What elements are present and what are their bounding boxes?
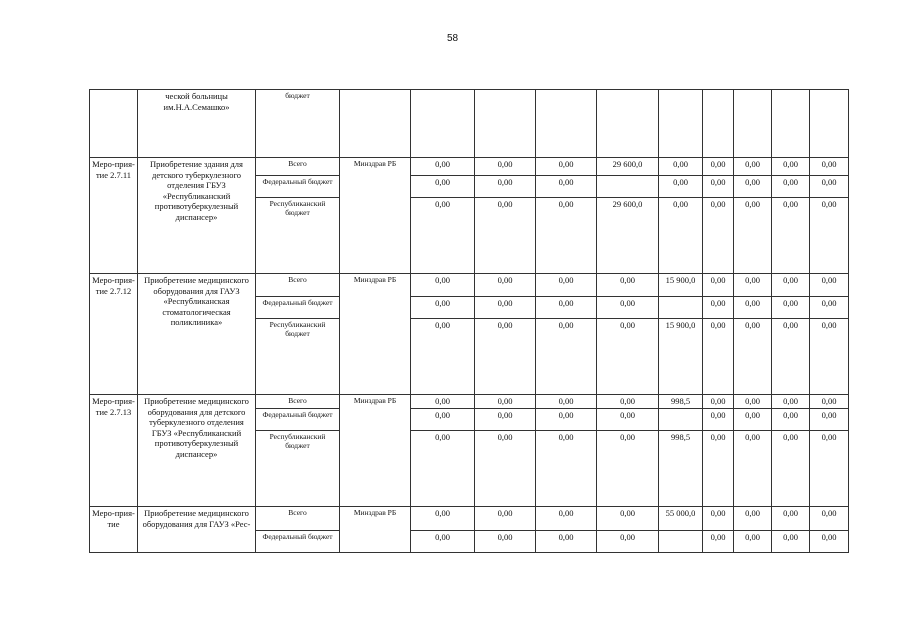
value-cell: 0,00 [810, 319, 849, 395]
executor-cell: Минздрав РБ [340, 158, 411, 274]
value-cell: 0,00 [734, 531, 772, 553]
value-cell: 998,5 [659, 395, 703, 409]
funding-source-cell: Федеральный бюджет [256, 531, 340, 553]
value-cell: 0,00 [703, 274, 734, 297]
table-row [90, 507, 849, 531]
table-row [90, 395, 849, 409]
value-cell [659, 90, 703, 158]
value-cell: 0,00 [536, 274, 597, 297]
value-cell [475, 90, 536, 158]
executor-cell [340, 90, 411, 158]
value-cell: 0,00 [475, 431, 536, 507]
value-cell: 0,00 [810, 395, 849, 409]
executor-cell: Минздрав РБ [340, 274, 411, 395]
value-cell: 0,00 [810, 274, 849, 297]
value-cell: 0,00 [734, 507, 772, 531]
value-cell: 0,00 [734, 409, 772, 431]
value-cell: 0,00 [659, 176, 703, 198]
value-cell: 0,00 [411, 319, 475, 395]
value-cell: 0,00 [536, 531, 597, 553]
funding-source-cell: Всего [256, 507, 340, 531]
name-cell: ческой больницы им.Н.А.Семашко» [138, 90, 256, 158]
value-cell: 0,00 [411, 198, 475, 274]
value-cell [536, 90, 597, 158]
value-cell: 0,00 [703, 395, 734, 409]
value-cell: 0,00 [734, 198, 772, 274]
value-cell: 0,00 [475, 158, 536, 176]
value-cell: 0,00 [810, 431, 849, 507]
value-cell: 0,00 [475, 319, 536, 395]
table-row [90, 158, 849, 176]
value-cell: 0,00 [536, 431, 597, 507]
value-cell: 0,00 [475, 176, 536, 198]
value-cell: 0,00 [475, 198, 536, 274]
item-name-cell: Приобретение медицинского оборудования для ГАУЗ «Республиканская стоматологическая поликлиника» [138, 274, 256, 395]
funding-source-cell: Всего [256, 395, 340, 409]
value-cell [703, 90, 734, 158]
value-cell: 0,00 [536, 158, 597, 176]
value-cell: 0,00 [411, 158, 475, 176]
value-cell: 29 600,0 [597, 198, 659, 274]
value-cell [772, 90, 810, 158]
funding-source-cell: Федеральный бюджет [256, 409, 340, 431]
value-cell: 0,00 [536, 319, 597, 395]
table-row [90, 274, 849, 297]
value-cell: 0,00 [703, 507, 734, 531]
item-name-cell: Приобретение медицинского оборудования для ГАУЗ «Рес- [138, 507, 256, 553]
value-cell [597, 176, 659, 198]
executor-cell: Минздрав РБ [340, 395, 411, 507]
value-cell: 0,00 [810, 507, 849, 531]
item-type-cell: Меро-прия-тие [90, 507, 138, 553]
value-cell: 0,00 [536, 297, 597, 319]
value-cell: 0,00 [411, 531, 475, 553]
value-cell: 0,00 [772, 431, 810, 507]
value-cell: 0,00 [597, 395, 659, 409]
value-cell: 0,00 [475, 531, 536, 553]
value-cell: 15 900,0 [659, 319, 703, 395]
value-cell [411, 90, 475, 158]
value-cell: 0,00 [734, 274, 772, 297]
value-cell: 0,00 [536, 507, 597, 531]
value-cell: 0,00 [810, 531, 849, 553]
budget-table [89, 89, 849, 553]
value-cell: 0,00 [597, 274, 659, 297]
value-cell: 0,00 [810, 158, 849, 176]
item-name-cell: Приобретение медицинского оборудования для детского туберкулезного отделения ГБУЗ «Республиканский противотуберкулезный диспансер» [138, 395, 256, 507]
value-cell: 0,00 [734, 176, 772, 198]
value-cell: 998,5 [659, 431, 703, 507]
value-cell [597, 90, 659, 158]
value-cell: 0,00 [597, 319, 659, 395]
value-cell: 0,00 [772, 198, 810, 274]
continuation-row [90, 90, 849, 158]
value-cell: 0,00 [536, 409, 597, 431]
value-cell: 29 600,0 [597, 158, 659, 176]
value-cell: 0,00 [703, 409, 734, 431]
value-cell: 0,00 [772, 395, 810, 409]
value-cell: 0,00 [411, 507, 475, 531]
value-cell: 0,00 [772, 531, 810, 553]
value-cell: 0,00 [810, 198, 849, 274]
value-cell: 0,00 [772, 409, 810, 431]
value-cell: 0,00 [411, 395, 475, 409]
item-name-cell: Приобретение здания для детского туберкулезного отделения ГБУЗ «Республиканский противотуберкулезный диспансер» [138, 158, 256, 274]
value-cell: 0,00 [411, 297, 475, 319]
value-cell: 0,00 [772, 176, 810, 198]
value-cell: 0,00 [475, 297, 536, 319]
value-cell [659, 409, 703, 431]
value-cell: 55 000,0 [659, 507, 703, 531]
value-cell: 0,00 [475, 409, 536, 431]
item-type-cell: Меро-прия-тие 2.7.11 [90, 158, 138, 274]
value-cell [810, 90, 849, 158]
value-cell [659, 531, 703, 553]
value-cell: 0,00 [734, 395, 772, 409]
value-cell: 0,00 [734, 297, 772, 319]
type-cell [90, 90, 138, 158]
executor-cell: Минздрав РБ [340, 507, 411, 553]
value-cell: 0,00 [659, 158, 703, 176]
value-cell: 0,00 [475, 395, 536, 409]
value-cell: 0,00 [703, 531, 734, 553]
funding-source-cell: Федеральный бюджет [256, 176, 340, 198]
value-cell: 0,00 [810, 409, 849, 431]
value-cell: 0,00 [703, 176, 734, 198]
funding-source-cell: Республиканский бюджет [256, 319, 340, 395]
value-cell: 0,00 [536, 198, 597, 274]
value-cell: 0,00 [772, 274, 810, 297]
value-cell: 0,00 [734, 319, 772, 395]
value-cell: 0,00 [536, 176, 597, 198]
source-cell: бюджет [256, 90, 340, 158]
value-cell: 0,00 [597, 297, 659, 319]
value-cell: 0,00 [411, 409, 475, 431]
value-cell: 0,00 [772, 319, 810, 395]
value-cell: 0,00 [597, 507, 659, 531]
funding-source-cell: Федеральный бюджет [256, 297, 340, 319]
value-cell: 0,00 [411, 274, 475, 297]
value-cell: 0,00 [597, 531, 659, 553]
value-cell: 0,00 [703, 319, 734, 395]
value-cell: 0,00 [772, 507, 810, 531]
value-cell: 0,00 [597, 409, 659, 431]
funding-source-cell: Всего [256, 274, 340, 297]
value-cell: 0,00 [734, 158, 772, 176]
value-cell: 0,00 [772, 297, 810, 319]
value-cell: 0,00 [810, 176, 849, 198]
item-type-cell: Меро-прия-тие 2.7.12 [90, 274, 138, 395]
value-cell [659, 297, 703, 319]
value-cell: 0,00 [475, 507, 536, 531]
value-cell: 0,00 [734, 431, 772, 507]
value-cell: 0,00 [703, 297, 734, 319]
value-cell: 0,00 [703, 158, 734, 176]
funding-source-cell: Республиканский бюджет [256, 431, 340, 507]
page-number: 58 [446, 33, 459, 44]
value-cell: 0,00 [536, 395, 597, 409]
value-cell: 15 900,0 [659, 274, 703, 297]
value-cell: 0,00 [703, 431, 734, 507]
value-cell: 0,00 [703, 198, 734, 274]
value-cell: 0,00 [659, 198, 703, 274]
value-cell: 0,00 [475, 274, 536, 297]
value-cell: 0,00 [597, 431, 659, 507]
value-cell: 0,00 [772, 158, 810, 176]
value-cell: 0,00 [411, 176, 475, 198]
funding-source-cell: Всего [256, 158, 340, 176]
value-cell: 0,00 [810, 297, 849, 319]
funding-source-cell: Республиканский бюджет [256, 198, 340, 274]
item-type-cell: Меро-прия-тие 2.7.13 [90, 395, 138, 507]
value-cell [734, 90, 772, 158]
value-cell: 0,00 [411, 431, 475, 507]
